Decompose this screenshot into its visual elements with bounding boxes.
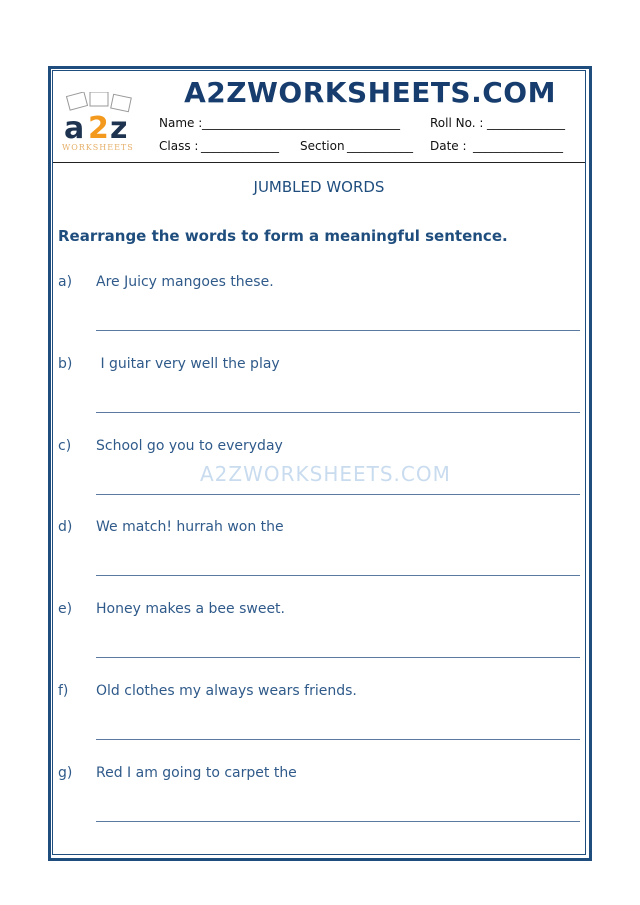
- question-label: e): [58, 601, 73, 618]
- question-label: g): [58, 764, 73, 781]
- name-field[interactable]: _________________________________: [202, 116, 400, 130]
- watermark: A2ZWORKSHEETS.COM: [200, 462, 451, 486]
- class-label: Class :: [159, 139, 199, 153]
- question-label: a): [58, 274, 73, 290]
- question-label: d): [58, 519, 73, 536]
- site-title: A2ZWORKSHEETS.COM: [184, 76, 556, 109]
- section-label: Section: [300, 139, 345, 153]
- question-text: Old clothes my always wears friends.: [96, 683, 357, 699]
- question-text: I guitar very well the play: [96, 355, 280, 372]
- question-text: Are Juicy mangoes these.: [96, 274, 274, 290]
- name-label: Name :: [159, 116, 203, 130]
- header-divider: [53, 162, 585, 163]
- question-label: c): [58, 437, 72, 454]
- answer-line[interactable]: [96, 330, 580, 331]
- svg-text:WORKSHEETS: WORKSHEETS: [62, 143, 134, 152]
- worksheet-title: JUMBLED WORDS: [253, 178, 385, 196]
- question-text: We match! hurrah won the: [96, 519, 284, 536]
- answer-line[interactable]: [96, 821, 580, 822]
- roll-field[interactable]: _____________: [487, 116, 565, 130]
- answer-line[interactable]: [96, 494, 580, 495]
- answer-line[interactable]: [96, 657, 580, 658]
- roll-label: Roll No. :: [430, 116, 484, 130]
- date-field[interactable]: _______________: [473, 139, 563, 153]
- instruction: Rearrange the words to form a meaningful sentence.: [58, 227, 508, 245]
- question-text: Honey makes a bee sweet.: [96, 601, 285, 618]
- question-text: Red I am going to carpet the: [96, 764, 297, 781]
- a2z-logo: [60, 92, 142, 154]
- answer-line[interactable]: [96, 412, 580, 413]
- answer-line[interactable]: [96, 739, 580, 740]
- svg-text:z: z: [110, 111, 128, 146]
- section-field[interactable]: ___________: [347, 139, 413, 153]
- question-text: School go you to everyday: [96, 437, 283, 454]
- svg-text:a: a: [64, 111, 85, 146]
- answer-line[interactable]: [96, 575, 580, 576]
- question-label: b): [58, 355, 73, 372]
- date-label: Date :: [430, 139, 467, 153]
- class-field[interactable]: _____________: [201, 139, 279, 153]
- question-label: f): [58, 683, 69, 699]
- svg-text:2: 2: [88, 111, 109, 146]
